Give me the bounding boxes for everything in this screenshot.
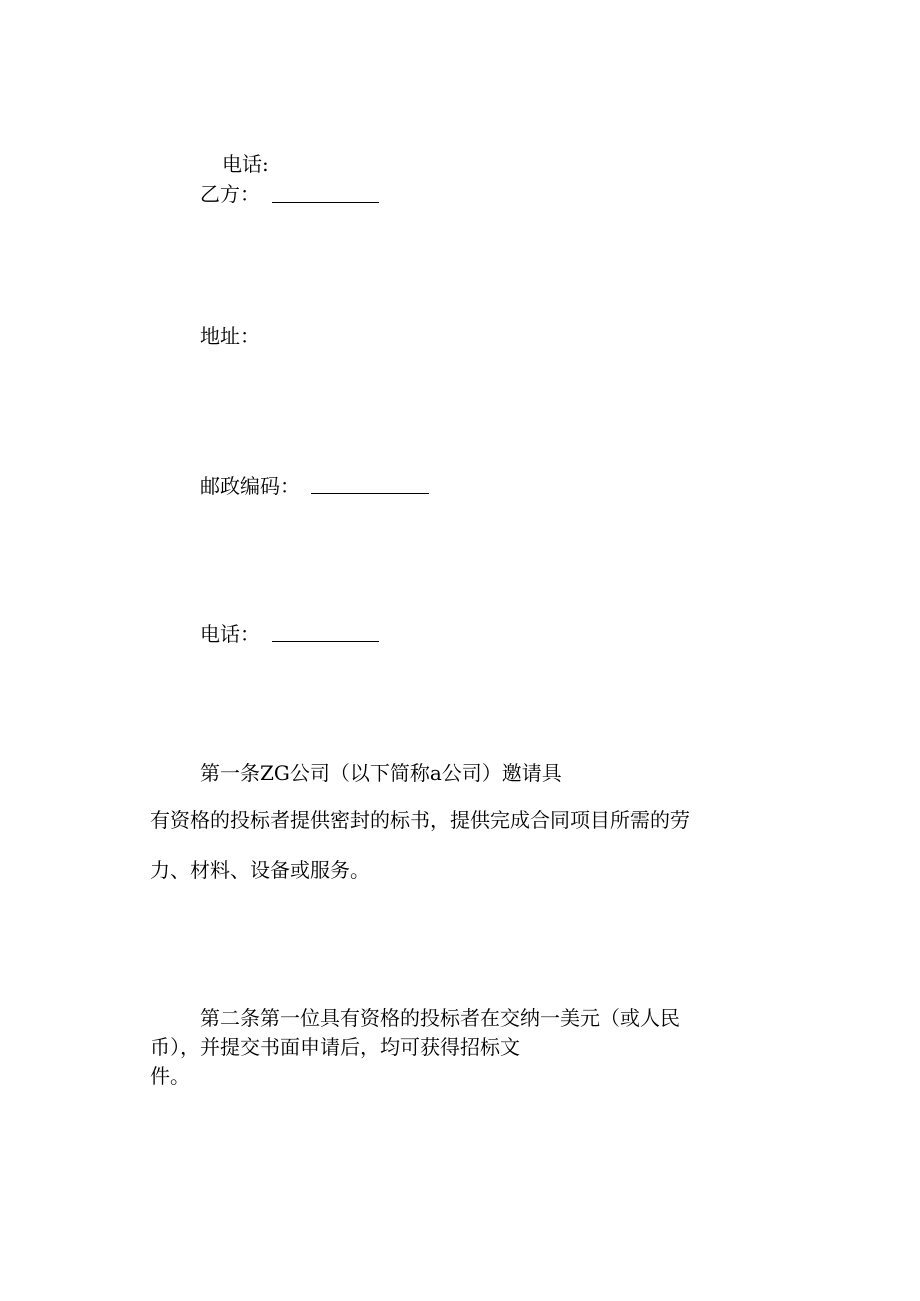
party-a-phone-label: 电话: xyxy=(222,152,269,176)
party-b-blank xyxy=(272,202,379,203)
party-b-label: 乙方： xyxy=(200,182,260,206)
postal-code-blank xyxy=(311,493,429,494)
article-1-line-1: 第一条ZG公司（以下简称a公司）邀请具 xyxy=(200,761,562,785)
article-1-line-2: 有资格的投标者提供密封的标书，提供完成合同项目所需的劳 xyxy=(150,808,690,832)
party-b-phone-blank xyxy=(272,641,379,642)
party-b-phone-label: 电话： xyxy=(200,622,260,646)
article-2-line-3: 件。 xyxy=(150,1064,190,1088)
address-label: 地址： xyxy=(200,324,260,348)
postal-code-label: 邮政编码： xyxy=(200,474,300,498)
article-1-line-3: 力、材料、设备或服务。 xyxy=(150,858,370,882)
article-2-line-1: 第二条第一位具有资格的投标者在交纳一美元（或人民 xyxy=(200,1006,680,1030)
article-2-line-2: 币），并提交书面申请后，均可获得招标文 xyxy=(150,1035,520,1059)
